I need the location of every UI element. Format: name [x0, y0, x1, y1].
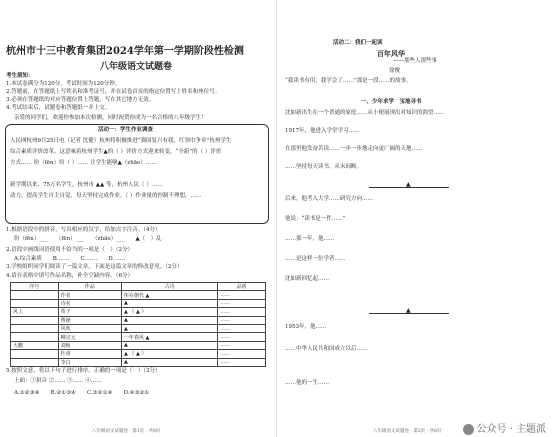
- table-cell: 曹操: [58, 316, 121, 324]
- table-cell: ▲: [121, 316, 217, 324]
- paragraph: ……中华人民共和国成立以后……: [285, 346, 368, 352]
- table-header-cell: 序号: [11, 283, 59, 291]
- table-cell: ▲: [121, 358, 217, 366]
- table-cell: 李白: [58, 358, 121, 366]
- box-line: 新学期以来，75万名学生，杭州市 ▲▲ 等，杭州人民（ ）……: [10, 182, 163, 188]
- table-cell: 一年春风 ▲: [121, 333, 217, 341]
- table-cell: [11, 358, 59, 366]
- left-footer: 八年级语文试题卷 · 第1页 · 共8页: [92, 429, 161, 434]
- part-heading: 一、少年求学 宝地寻书: [361, 99, 422, 105]
- table-row: [11, 341, 266, 349]
- greeting-line: 亲爱的同学们，欢迎你参加本次检测，同时祝贺你成为一名合格的八年级学生！: [14, 115, 207, 121]
- notice-heading: 考生须知：: [6, 73, 34, 79]
- box-line: 动力，提高学生自主自觉，每天坚持完成作业。（ ）作业量的控制不理想，……: [10, 193, 202, 199]
- paragraph: 沈如新回忆起……: [285, 276, 330, 282]
- poetry-table: [10, 282, 266, 367]
- article-title: 百年风华: [377, 49, 405, 58]
- section-heading: 活动二：我们一起读: [333, 40, 383, 46]
- blank-marker-icon: ▲: [406, 307, 411, 314]
- notice-line: 2.答题前，在答题纸上写姓名和准考证号，并在试卷首页的指定位置写上姓名和座位号。: [6, 89, 221, 95]
- table-row: [11, 350, 266, 358]
- right-page: [277, 0, 553, 437]
- paragraph: 后来，他考入大学……研究方向……: [285, 196, 374, 202]
- table-cell: ……: [218, 324, 266, 332]
- table-cell: ……: [218, 358, 266, 366]
- table-row: [11, 308, 266, 316]
- table-cell: 大鹏: [11, 341, 59, 349]
- box-line: 综合素质评价改革。这意味着杭州学生▲的（ ）评价方式迎来转变，“全新”的（ ）评价: [10, 149, 222, 155]
- table-cell: 作者: [58, 291, 121, 299]
- watermark-text: 公众号 · 主题派: [476, 424, 546, 435]
- table-cell: [11, 333, 59, 341]
- article-subtitle: ——那些人那些事: [393, 58, 438, 64]
- question-5-options: A.①②③④ B.②①③④ C.③②①④ D.④③②①: [14, 390, 150, 396]
- table-cell: 风上: [11, 308, 59, 316]
- table-cell: [11, 350, 59, 358]
- article-author: 徐俊: [389, 68, 401, 74]
- paragraph: 他说：“读书是一件……”: [285, 216, 346, 222]
- table-cell: ……: [218, 308, 266, 316]
- table-cell: [11, 299, 59, 307]
- table-cell: ▲: [121, 299, 217, 307]
- question-5: 5.按照文意，将以下句子进行排序，正确的一项是（ ）（3分）: [6, 368, 161, 374]
- table-cell: 杜甫: [58, 350, 121, 358]
- wechat-logo-icon: [463, 424, 474, 435]
- watermark: [460, 420, 549, 435]
- question-4: 4.请在表格中填写作品名称，补全空缺内容。（6分）: [6, 273, 133, 279]
- table-cell: ▲ 《 ▲ 》: [121, 350, 217, 358]
- table-cell: ……: [218, 291, 266, 299]
- blank-marker-icon: ▲: [406, 181, 411, 188]
- table-cell: 荀子: [58, 308, 121, 316]
- table-row: [11, 316, 266, 324]
- table-cell: ▲: [121, 341, 217, 349]
- notice-line: 1.本试卷满分为120分，考试时间为120分钟。: [6, 81, 121, 87]
- table-header-cell: 作品: [58, 283, 121, 291]
- paragraph: ……他的一生……: [285, 380, 330, 386]
- notice-line: 4.考试结束后，试题卷和答题纸一并上交。: [6, 105, 111, 111]
- table-cell: ……: [218, 341, 266, 349]
- table-cell: ……: [218, 316, 266, 324]
- paragraph: ……那一年，他……: [285, 236, 335, 242]
- table-cell: ▲ 《 ▲ 》: [121, 308, 217, 316]
- table-header-row: [11, 283, 266, 291]
- table-row: [11, 291, 266, 299]
- paragraph: ……坚持每天读书，从未间断。: [285, 164, 363, 170]
- table-cell: [11, 291, 59, 299]
- table-header-cell: 品析: [218, 283, 266, 291]
- exam-title: 杭州市十三中教育集团2024学年第一学期阶段性检测: [6, 46, 244, 57]
- question-1: 1.根据语段中的拼音，写出相应的汉字，给加点字注音。（4分）: [6, 227, 161, 233]
- question-2-options: A.综合素质 B.…… C.…… D.……: [14, 256, 126, 262]
- table-cell: 诗名: [58, 299, 121, 307]
- paragraph: 1953年，他……: [285, 324, 327, 330]
- exam-subtitle: 八年级语文试题卷: [100, 62, 173, 72]
- box-line: 方式…… 纷（fēn）纷（ ）…… 让学生能够▲（zhāo）……: [10, 160, 157, 166]
- right-footer: 八年级语文试题卷 · 第2页 · 共8页: [373, 429, 442, 434]
- notice-line: 3.必须在答题纸的对应答题位置上答题，写在其它地方无效。: [6, 97, 155, 103]
- table-cell: ▲: [121, 324, 217, 332]
- table-cell: 所在朝代 ▲: [121, 291, 217, 299]
- table-cell: 柳宗元: [58, 333, 121, 341]
- table-cell: [11, 316, 59, 324]
- table-cell: 刘桢: [58, 341, 121, 349]
- table-cell: ……: [218, 299, 266, 307]
- table-row: [11, 324, 266, 332]
- table-cell: 风吹: [58, 324, 121, 332]
- paragraph: 在那里他发奋苦读……一步一步地走向更广阔的天地……: [285, 146, 423, 152]
- paragraph: 1917年，他进入学堂学习……: [285, 128, 360, 134]
- table-row: [11, 299, 266, 307]
- left-page: [0, 0, 276, 437]
- paragraph: ……是这样一位学者……: [285, 256, 346, 262]
- box-line: 人民网杭州9月25日电（记者 沈健）杭州将积极推进“强国复兴有我，红领巾争章”杭州学生: [10, 138, 232, 144]
- table-cell: ……: [218, 333, 266, 341]
- question-1-blanks: 纷（fēn）___ （fēn）___ （zhāo）___ ▲（ ）乱: [14, 236, 162, 242]
- paragraph: 沈如新出生在一个普通的家庭……从小便展现出对知识的渴望……: [285, 110, 445, 116]
- table-header-cell: 古诗: [121, 283, 217, 291]
- table-cell: [11, 324, 59, 332]
- table-row: [11, 358, 266, 366]
- activity-box-title: 活动一：学生作业调查: [98, 127, 154, 133]
- table-row: [11, 333, 266, 341]
- question-3: 3.学校组织同学们阅读了一篇文章，下面是这篇文章的修改意见。（2分）: [6, 264, 183, 270]
- question-5-stem: 上面：①拼音 ②…… ③…… ④……: [14, 378, 102, 384]
- question-2: 2.语段中画线词语使用不恰当的一项是（ ）（2分）: [6, 247, 133, 253]
- article-intro: “我读书有用，我学会了……”那是一段……的故事。: [285, 78, 412, 84]
- table-cell: ……: [218, 350, 266, 358]
